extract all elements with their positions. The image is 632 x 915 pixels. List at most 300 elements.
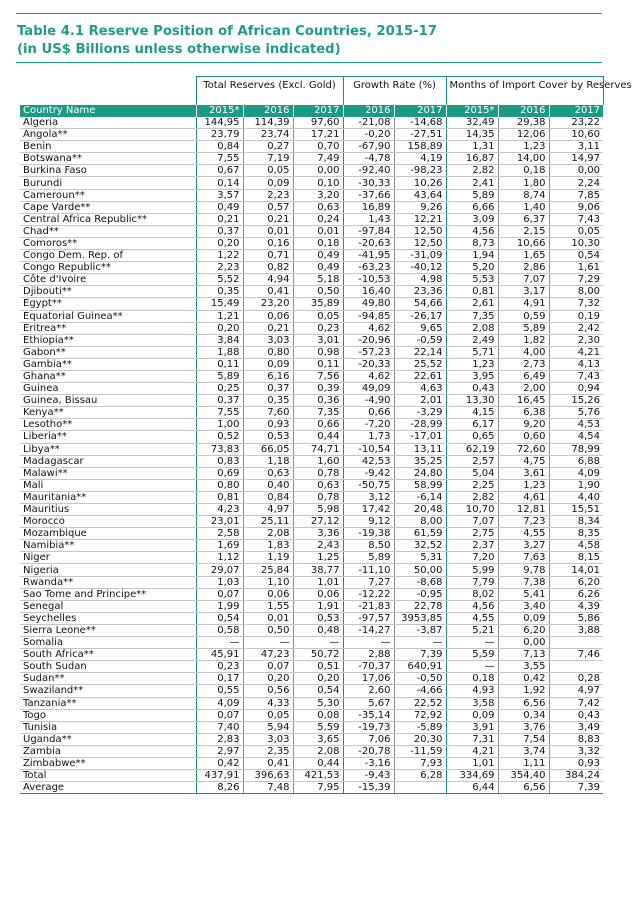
value-cell: 6,56 [498, 697, 549, 709]
table-row [20, 479, 603, 491]
value-cell: 0,49 [196, 201, 243, 213]
value-cell: 6,17 [446, 419, 498, 431]
value-cell: 6,38 [498, 407, 549, 419]
value-cell: 384,24 [549, 770, 603, 782]
value-cell: 8,50 [343, 540, 394, 552]
value-cell: 0,23 [293, 322, 343, 334]
table-row [20, 782, 603, 794]
column-header-cover-2015: 2015* [446, 105, 498, 117]
table-row [20, 661, 603, 673]
value-cell: 0,58 [196, 624, 243, 636]
value-cell: 1,00 [196, 419, 243, 431]
column-header-reserves-2017: 2017 [293, 105, 343, 117]
value-cell: 6,56 [498, 782, 549, 794]
value-cell: 16,89 [343, 201, 394, 213]
value-cell: 4,33 [243, 697, 293, 709]
value-cell: 640,91 [394, 661, 446, 673]
country-name-cell: Average [20, 782, 196, 794]
value-cell: 7,55 [196, 153, 243, 165]
value-cell: 0,35 [243, 395, 293, 407]
value-cell: 5,30 [293, 697, 343, 709]
table-row [20, 649, 603, 661]
value-cell: -0,20 [343, 129, 394, 141]
value-cell: -37,66 [343, 189, 394, 201]
value-cell: 0,37 [243, 383, 293, 395]
value-cell: 0,01 [243, 612, 293, 624]
value-cell: 0,63 [293, 479, 343, 491]
value-cell: -94,85 [343, 310, 394, 322]
country-name-cell: Lesotho** [20, 419, 196, 431]
value-cell: 0,53 [293, 612, 343, 624]
value-cell: 0,54 [293, 685, 343, 697]
table-row [20, 262, 603, 274]
country-name-cell: Djibouti** [20, 286, 196, 298]
value-cell: 1,23 [446, 358, 498, 370]
value-cell: 0,05 [549, 225, 603, 237]
country-name-cell: Equatorial Guinea** [20, 310, 196, 322]
value-cell: 3,36 [293, 528, 343, 540]
country-name-cell: Niger [20, 552, 196, 564]
value-cell: 1,60 [293, 455, 343, 467]
value-cell: -67,90 [343, 141, 394, 153]
value-cell: 2,97 [196, 745, 243, 757]
table-row [20, 358, 603, 370]
value-cell: 2,86 [498, 262, 549, 274]
table-row [20, 201, 603, 213]
table-row [20, 516, 603, 528]
value-cell: 5,89 [446, 189, 498, 201]
value-cell: 6,88 [549, 455, 603, 467]
value-cell: 62,19 [446, 443, 498, 455]
country-name-cell: Seychelles [20, 612, 196, 624]
table-row [20, 757, 603, 769]
value-cell: 9,26 [394, 201, 446, 213]
value-cell: 0,09 [243, 358, 293, 370]
value-cell: 72,92 [394, 709, 446, 721]
value-cell: -0,59 [394, 334, 446, 346]
value-cell: 7,49 [293, 153, 343, 165]
value-cell: 0,57 [243, 201, 293, 213]
value-cell: 0,00 [293, 165, 343, 177]
table-row [20, 189, 603, 201]
value-cell: 1,92 [498, 685, 549, 697]
value-cell: -14,27 [343, 624, 394, 636]
value-cell: 8,00 [394, 516, 446, 528]
value-cell: 0,43 [446, 383, 498, 395]
country-name-cell: Morocco [20, 516, 196, 528]
column-header-country: Country Name [20, 105, 196, 117]
value-cell: 3,91 [446, 721, 498, 733]
value-cell: -11,59 [394, 745, 446, 757]
value-cell: 16,40 [343, 286, 394, 298]
table-row [20, 225, 603, 237]
country-name-cell: Sierra Leone** [20, 624, 196, 636]
value-cell: 7,07 [498, 274, 549, 286]
value-cell: 0,70 [293, 141, 343, 153]
value-cell: 1,55 [243, 600, 293, 612]
column-header-reserves-2015: 2015* [196, 105, 243, 117]
country-name-cell: Algeria [20, 117, 196, 129]
table-row [20, 673, 603, 685]
value-cell: 1,21 [196, 310, 243, 322]
value-cell: 7,27 [343, 576, 394, 588]
value-cell: 2,15 [498, 225, 549, 237]
value-cell: -70,37 [343, 661, 394, 673]
value-cell: 25,84 [243, 564, 293, 576]
value-cell: — [394, 637, 446, 649]
value-cell: 0,81 [196, 491, 243, 503]
value-cell: 0,06 [293, 588, 343, 600]
country-name-cell: Mali [20, 479, 196, 491]
value-cell: 3,27 [498, 540, 549, 552]
value-cell: 5,18 [293, 274, 343, 286]
table-row [20, 153, 603, 165]
value-cell: 7,13 [498, 649, 549, 661]
country-name-cell: Namibia** [20, 540, 196, 552]
top-divider [16, 13, 602, 14]
column-header-row [20, 105, 603, 117]
value-cell: 334,69 [446, 770, 498, 782]
value-cell: 15,26 [549, 395, 603, 407]
value-cell: 2,30 [549, 334, 603, 346]
country-name-cell: Congo Dem. Rep. of [20, 250, 196, 262]
country-name-cell: Madagascar [20, 455, 196, 467]
value-cell: 2,75 [446, 528, 498, 540]
value-cell: 15,51 [549, 504, 603, 516]
value-cell: 12,50 [394, 225, 446, 237]
country-name-cell: Burkina Faso [20, 165, 196, 177]
value-cell: 12,50 [394, 237, 446, 249]
value-cell: 0,07 [196, 588, 243, 600]
value-cell: 10,70 [446, 504, 498, 516]
value-cell: 0,34 [498, 709, 549, 721]
value-cell: 1,23 [498, 479, 549, 491]
value-cell: 4,75 [498, 455, 549, 467]
value-cell: 10,26 [394, 177, 446, 189]
value-cell: 158,89 [394, 141, 446, 153]
country-name-cell: Swaziland** [20, 685, 196, 697]
table-row [20, 612, 603, 624]
value-cell: 49,09 [343, 383, 394, 395]
value-cell: 0,07 [243, 661, 293, 673]
value-cell: 49,80 [343, 298, 394, 310]
value-cell: — [343, 637, 394, 649]
value-cell: 66,05 [243, 443, 293, 455]
value-cell: -41,95 [343, 250, 394, 262]
value-cell: 7,48 [243, 782, 293, 794]
value-cell: 1,03 [196, 576, 243, 588]
value-cell: 6,20 [498, 624, 549, 636]
table-row [20, 286, 603, 298]
value-cell: 2,88 [343, 649, 394, 661]
value-cell: 5,94 [243, 721, 293, 733]
country-name-cell: Benin [20, 141, 196, 153]
value-cell: 0,20 [196, 237, 243, 249]
value-cell: 4,61 [498, 491, 549, 503]
table-row [20, 685, 603, 697]
value-cell: -10,53 [343, 274, 394, 286]
table-row [20, 697, 603, 709]
value-cell: 0,63 [243, 467, 293, 479]
value-cell: 0,78 [293, 467, 343, 479]
country-name-cell: Tanzania** [20, 697, 196, 709]
table-row [20, 467, 603, 479]
value-cell: 2,37 [446, 540, 498, 552]
country-name-cell: Côte d'Ivoire [20, 274, 196, 286]
value-cell: 3,84 [196, 334, 243, 346]
value-cell: 0,42 [196, 757, 243, 769]
country-name-cell: Zimbabwe** [20, 757, 196, 769]
country-name-cell: Ethiopia** [20, 334, 196, 346]
value-cell: 0,09 [446, 709, 498, 721]
table-title: Table 4.1 Reserve Position of African Countries, 2015-17 [17, 24, 437, 39]
country-name-cell: Kenya** [20, 407, 196, 419]
value-cell: -20,96 [343, 334, 394, 346]
value-cell: 14,97 [549, 153, 603, 165]
country-name-cell: Comoros** [20, 237, 196, 249]
value-cell: -15,39 [343, 782, 394, 794]
value-cell: -4,90 [343, 395, 394, 407]
value-cell: 0,41 [243, 757, 293, 769]
value-cell: 3,20 [293, 189, 343, 201]
country-name-cell: Gabon** [20, 346, 196, 358]
table-row [20, 770, 603, 782]
value-cell: 0,23 [196, 661, 243, 673]
value-cell: 5,53 [446, 274, 498, 286]
value-cell: 0,10 [293, 177, 343, 189]
table-row [20, 745, 603, 757]
value-cell: 0,44 [293, 757, 343, 769]
value-cell: -6,14 [394, 491, 446, 503]
country-name-cell: Zambia [20, 745, 196, 757]
value-cell: 1,91 [293, 600, 343, 612]
value-cell: 0,17 [196, 673, 243, 685]
value-cell: 2,73 [498, 358, 549, 370]
value-cell: 9,78 [498, 564, 549, 576]
value-cell: 6,66 [446, 201, 498, 213]
value-cell: 0,54 [196, 612, 243, 624]
value-cell: 1,88 [196, 346, 243, 358]
value-cell: -26,17 [394, 310, 446, 322]
table-row [20, 117, 603, 129]
group-header-growth: Growth Rate (%) [343, 77, 446, 106]
value-cell: 1,83 [243, 540, 293, 552]
value-cell: 4,55 [498, 528, 549, 540]
value-cell: 3,01 [293, 334, 343, 346]
value-cell: 0,55 [196, 685, 243, 697]
value-cell: 7,63 [498, 552, 549, 564]
value-cell: 2,49 [446, 334, 498, 346]
value-cell: — [446, 637, 498, 649]
value-cell: 5,89 [498, 322, 549, 334]
value-cell: 13,30 [446, 395, 498, 407]
value-cell: 1,11 [498, 757, 549, 769]
value-cell: -21,83 [343, 600, 394, 612]
value-cell: 0,66 [343, 407, 394, 419]
value-cell: 0,50 [243, 624, 293, 636]
value-cell: 3,03 [243, 733, 293, 745]
country-name-cell: Rwanda** [20, 576, 196, 588]
value-cell: 2,42 [549, 322, 603, 334]
value-cell: 2,43 [293, 540, 343, 552]
value-cell: 6,26 [549, 588, 603, 600]
value-cell: 0,81 [446, 286, 498, 298]
value-cell: 0,56 [243, 685, 293, 697]
table-row [20, 310, 603, 322]
value-cell: -19,73 [343, 721, 394, 733]
value-cell: 0,69 [196, 467, 243, 479]
value-cell: 17,21 [293, 129, 343, 141]
value-cell: 0,52 [196, 431, 243, 443]
value-cell: 7,93 [394, 757, 446, 769]
value-cell: 0,71 [243, 250, 293, 262]
value-cell: 2,25 [446, 479, 498, 491]
country-name-cell: Chad** [20, 225, 196, 237]
value-cell: 23,22 [549, 117, 603, 129]
value-cell: 7,20 [446, 552, 498, 564]
value-cell: 0,07 [196, 709, 243, 721]
value-cell: 9,06 [549, 201, 603, 213]
value-cell: 7,39 [394, 649, 446, 661]
value-cell: 3953,85 [394, 612, 446, 624]
value-cell: 4,13 [549, 358, 603, 370]
value-cell: 4,19 [394, 153, 446, 165]
value-cell: 7,35 [293, 407, 343, 419]
value-cell: 114,39 [243, 117, 293, 129]
value-cell: 5,71 [446, 346, 498, 358]
table-row [20, 637, 603, 649]
value-cell: 7,38 [498, 576, 549, 588]
value-cell: 8,83 [549, 733, 603, 745]
value-cell: 5,89 [343, 552, 394, 564]
value-cell: 2,00 [498, 383, 549, 395]
value-cell: 3,55 [498, 661, 549, 673]
value-cell: -10,54 [343, 443, 394, 455]
value-cell: 3,32 [549, 745, 603, 757]
value-cell: 29,38 [498, 117, 549, 129]
column-header-cover-2016: 2016 [498, 105, 549, 117]
value-cell: 0,40 [243, 479, 293, 491]
title-divider [16, 62, 602, 63]
value-cell: 8,73 [446, 237, 498, 249]
value-cell: 22,14 [394, 346, 446, 358]
value-cell: 0,18 [498, 165, 549, 177]
value-cell: -97,57 [343, 612, 394, 624]
value-cell: 12,06 [498, 129, 549, 141]
country-name-cell: Gambia** [20, 358, 196, 370]
value-cell: 0,05 [293, 310, 343, 322]
value-cell: 0,27 [243, 141, 293, 153]
value-cell: 0,49 [293, 250, 343, 262]
country-name-cell: Mauritius [20, 504, 196, 516]
value-cell: -12,22 [343, 588, 394, 600]
value-cell: 6,16 [243, 370, 293, 382]
value-cell: -98,23 [394, 165, 446, 177]
value-cell: 1,31 [446, 141, 498, 153]
country-name-cell: Cape Varde** [20, 201, 196, 213]
value-cell: 3,40 [498, 600, 549, 612]
table-row [20, 721, 603, 733]
value-cell: 4,54 [549, 431, 603, 443]
value-cell: 13,11 [394, 443, 446, 455]
value-cell: 3,03 [243, 334, 293, 346]
value-cell: 78,99 [549, 443, 603, 455]
table-row [20, 455, 603, 467]
value-cell: 7,54 [498, 733, 549, 745]
value-cell: -0,50 [394, 673, 446, 685]
country-name-cell: Togo [20, 709, 196, 721]
value-cell: 74,71 [293, 443, 343, 455]
country-name-cell: Tunisia [20, 721, 196, 733]
table-row [20, 165, 603, 177]
value-cell: 17,42 [343, 504, 394, 516]
value-cell: -40,12 [394, 262, 446, 274]
value-cell: 14,00 [498, 153, 549, 165]
value-cell: 1,73 [343, 431, 394, 443]
value-cell: 2,08 [446, 322, 498, 334]
value-cell: 50,72 [293, 649, 343, 661]
table-row [20, 419, 603, 431]
value-cell: 5,04 [446, 467, 498, 479]
value-cell: 23,79 [196, 129, 243, 141]
value-cell: 8,15 [549, 552, 603, 564]
value-cell: 4,56 [446, 225, 498, 237]
value-cell: 2,23 [243, 189, 293, 201]
value-cell: 35,25 [394, 455, 446, 467]
value-cell: 4,97 [549, 685, 603, 697]
value-cell: 1,01 [293, 576, 343, 588]
value-cell: 7,06 [343, 733, 394, 745]
country-name-cell: Nigeria [20, 564, 196, 576]
value-cell: 0,63 [293, 201, 343, 213]
column-header-reserves-2016: 2016 [243, 105, 293, 117]
value-cell: 12,81 [498, 504, 549, 516]
table-row [20, 564, 603, 576]
value-cell: 7,32 [549, 298, 603, 310]
value-cell: 0,93 [243, 419, 293, 431]
value-cell: -4,78 [343, 153, 394, 165]
table-row [20, 250, 603, 262]
value-cell: 58,99 [394, 479, 446, 491]
value-cell: 43,64 [394, 189, 446, 201]
country-name-cell: Central Africa Republic** [20, 213, 196, 225]
value-cell: 20,30 [394, 733, 446, 745]
value-cell: 6,20 [549, 576, 603, 588]
country-name-cell: Mauritania** [20, 491, 196, 503]
value-cell: 3,88 [549, 624, 603, 636]
value-cell: 7,55 [196, 407, 243, 419]
value-cell: 7,46 [549, 649, 603, 661]
value-cell: 0,53 [243, 431, 293, 443]
value-cell: 2,08 [293, 745, 343, 757]
value-cell: 0,21 [243, 213, 293, 225]
value-cell: 61,59 [394, 528, 446, 540]
value-cell: 1,19 [243, 552, 293, 564]
table-row [20, 370, 603, 382]
table-row [20, 237, 603, 249]
value-cell: 12,21 [394, 213, 446, 225]
value-cell: 10,60 [549, 129, 603, 141]
value-cell: 0,84 [196, 141, 243, 153]
value-cell: 0,84 [243, 491, 293, 503]
value-cell: 47,23 [243, 649, 293, 661]
value-cell: 16,87 [446, 153, 498, 165]
value-cell: 4,39 [549, 600, 603, 612]
table-row [20, 395, 603, 407]
value-cell: 3,95 [446, 370, 498, 382]
value-cell: 97,60 [293, 117, 343, 129]
value-cell: 0,54 [549, 250, 603, 262]
